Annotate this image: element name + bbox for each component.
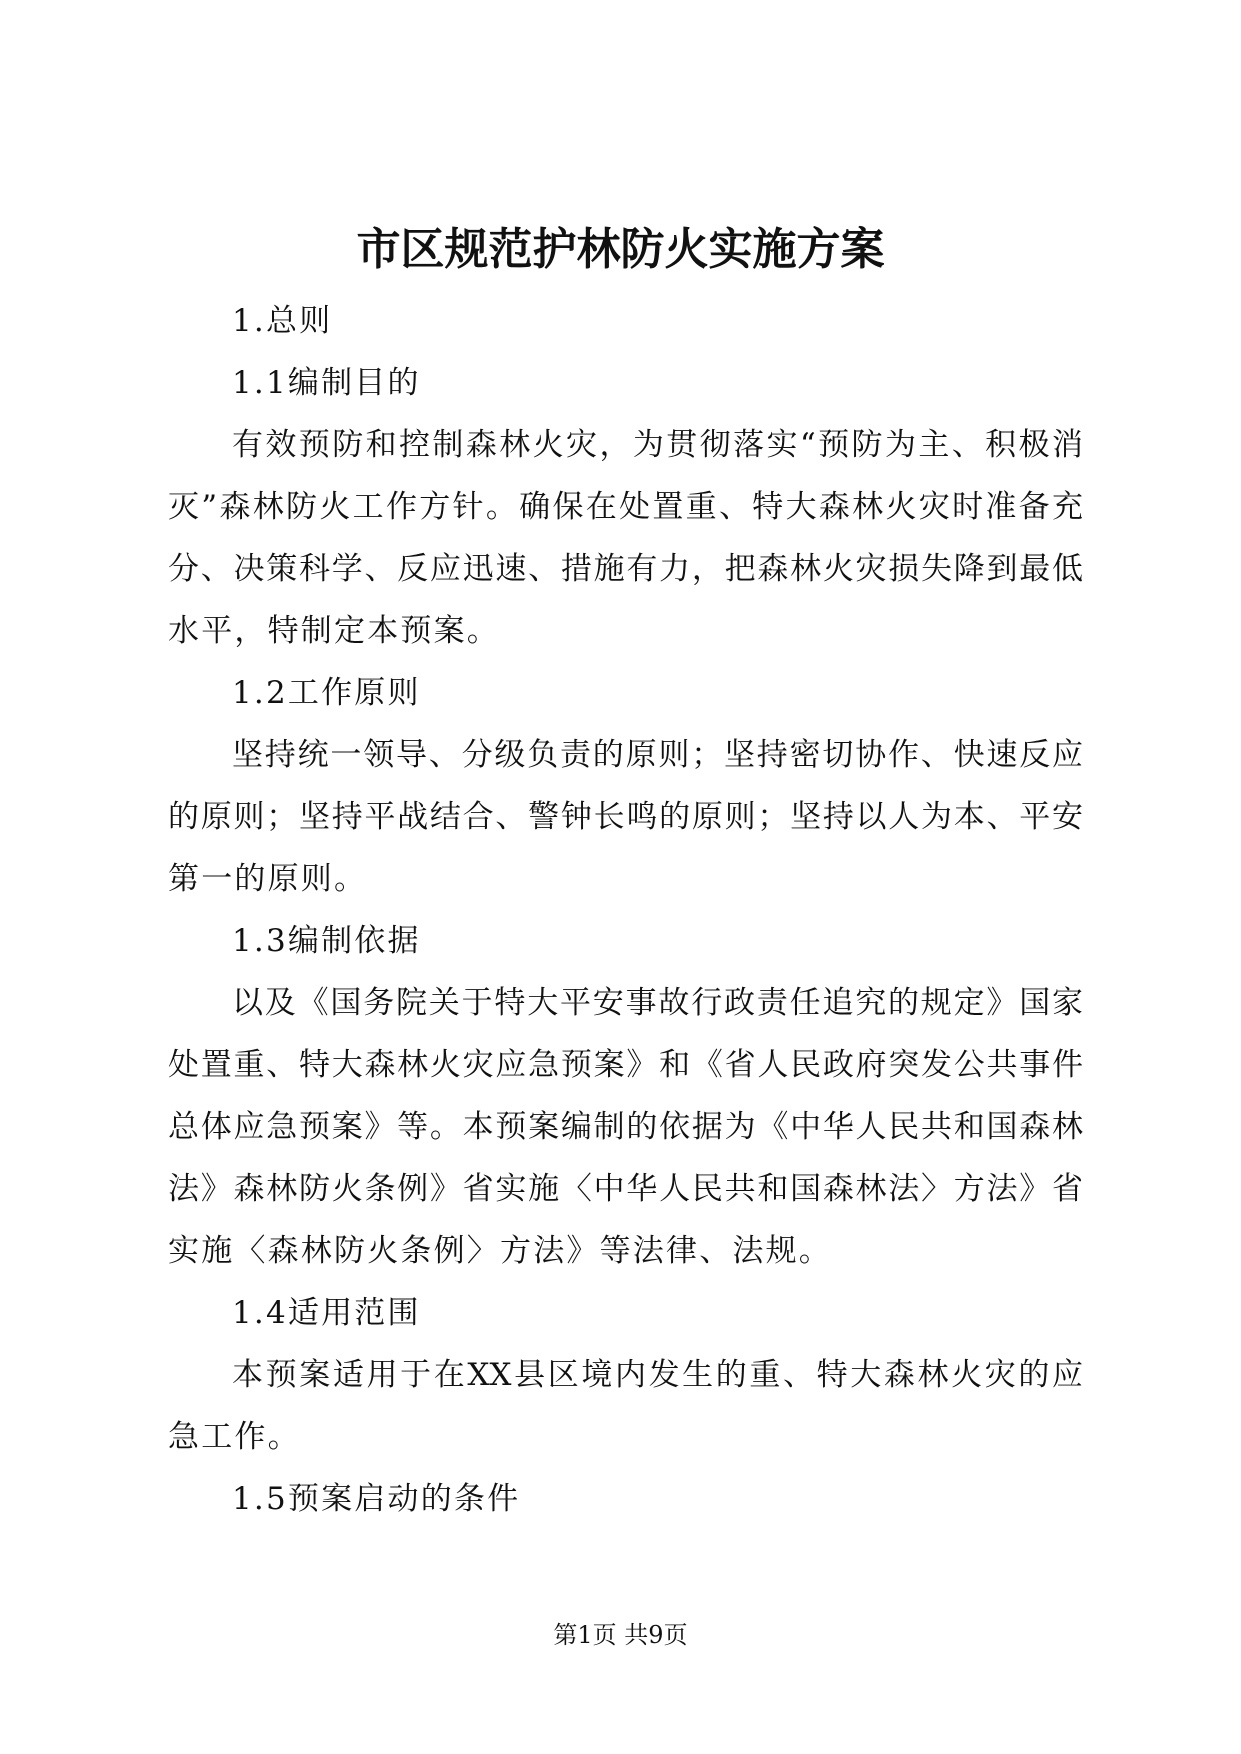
paragraph-line: 以及《国务院关于特大平安事故行政责任追究的规定》国家 [232, 985, 1083, 1021]
paragraph-line: 分、决策科学、反应迅速、措施有力，把森林火灾损失降到最低 [168, 551, 1083, 587]
heading-general: 1.总则 [232, 303, 333, 339]
paragraph-line: 有效预防和控制森林火灾，为贯彻落实“预防为主、积极消 [232, 427, 1083, 463]
page-footer: 第1页 共9页 [553, 1621, 688, 1649]
paragraph-line: 的原则；坚持平战结合、警钟长鸣的原则；坚持以人为本、平安 [168, 799, 1083, 835]
heading-activation: 1.5预案启动的条件 [232, 1481, 521, 1517]
heading-basis: 1.3编制依据 [232, 923, 421, 959]
paragraph-line: 本预案适用于在XX县区境内发生的重、特大森林火灾的应 [232, 1357, 1083, 1393]
paragraph-line: 法》森林防火条例》省实施〈中华人民共和国森林法〉方法》省 [168, 1171, 1083, 1207]
paragraph-line: 实施〈森林防火条例〉方法》等法律、法规。 [168, 1233, 832, 1269]
heading-principles: 1.2工作原则 [232, 675, 421, 711]
document-body [168, 290, 1083, 1530]
paragraph-line: 灭”森林防火工作方针。确保在处置重、特大森林火灾时准备充 [168, 489, 1083, 525]
paragraph-line: 第一的原则。 [168, 861, 368, 897]
paragraph-line: 坚持统一领导、分级负责的原则；坚持密切协作、快速反应 [232, 737, 1083, 773]
paragraph-line: 处置重、特大森林火灾应急预案》和《省人民政府突发公共事件 [168, 1047, 1083, 1083]
paragraph-line: 总体应急预案》等。本预案编制的依据为《中华人民共和国森林 [168, 1109, 1083, 1145]
document-title: 市区规范护林防火实施方案 [356, 224, 885, 275]
heading-purpose: 1.1编制目的 [232, 365, 421, 401]
paragraph-line: 水平，特制定本预案。 [168, 613, 500, 649]
paragraph-line: 急工作。 [168, 1419, 301, 1455]
heading-scope: 1.4适用范围 [232, 1295, 421, 1331]
